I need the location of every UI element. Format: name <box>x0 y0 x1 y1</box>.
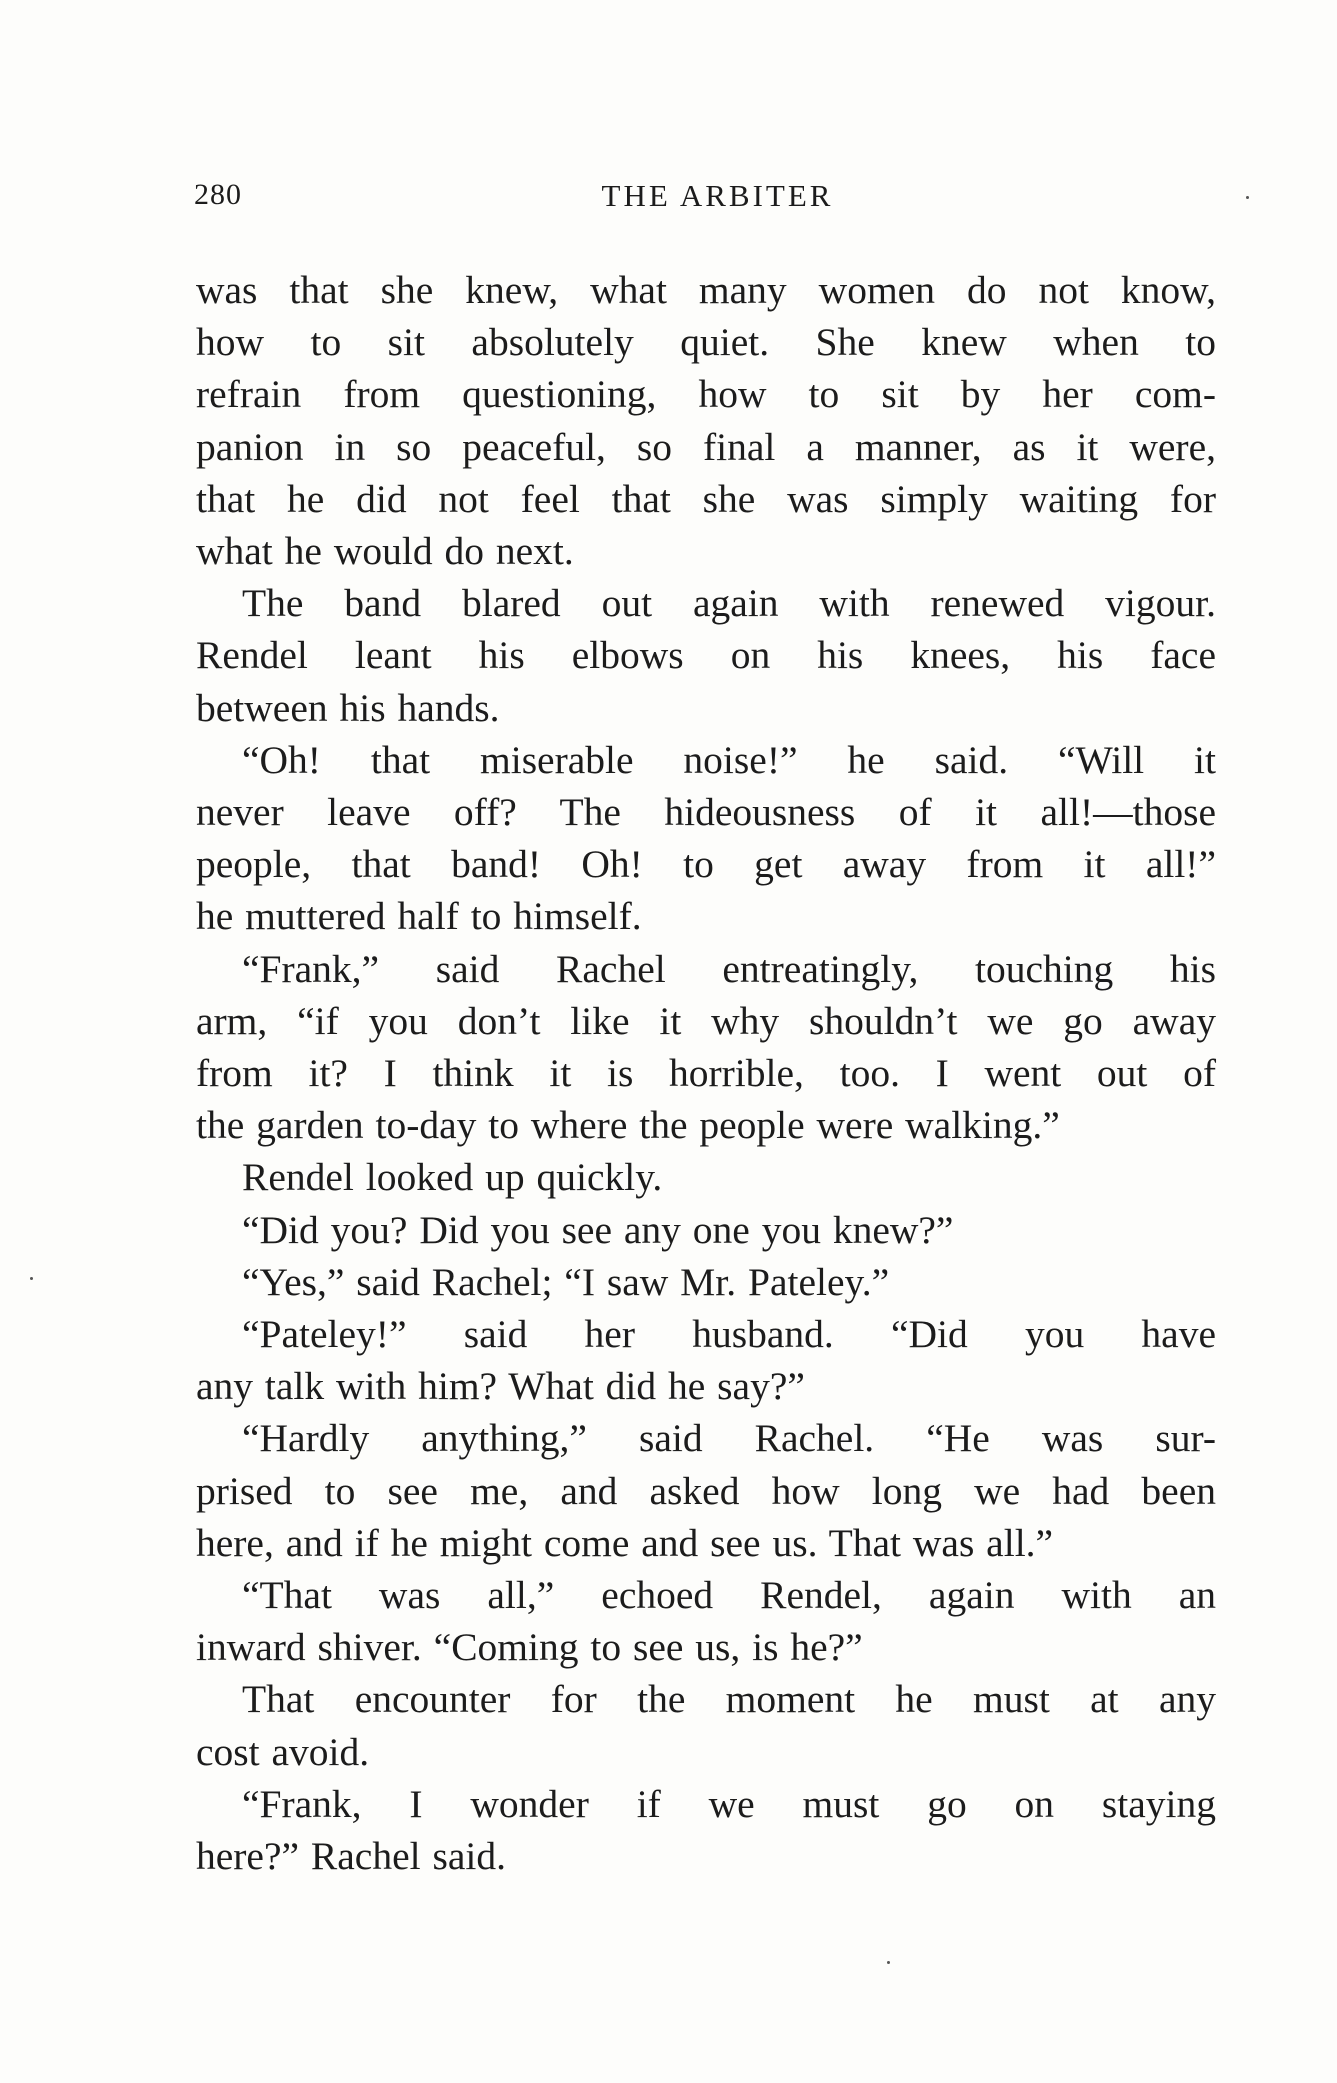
text-line: refrain from questioning, how to sit by her com- <box>196 372 1216 417</box>
text-line: “Frank,” said Rachel entreatingly, touching his <box>242 946 1216 991</box>
running-title: THE ARBITER <box>601 178 834 213</box>
text-line: he muttered half to himself. <box>196 894 642 939</box>
text-line: “That was all,” echoed Rendel, again with an <box>242 1573 1216 1618</box>
text-line: here, and if he might come and see us. That was all.” <box>196 1520 1054 1565</box>
text-line: from it? I think it is horrible, too. I went out of <box>196 1051 1216 1096</box>
page-number: 280 <box>194 178 242 211</box>
text-line: Rendel looked up quickly. <box>242 1155 663 1200</box>
text-line: that he did not feel that she was simply waiting for <box>196 476 1216 521</box>
text-line: people, that band! Oh! to get away from it all!” <box>196 842 1216 887</box>
text-line: “Oh! that miserable noise!” he said. “Will it <box>242 737 1216 782</box>
text-line: The band blared out again with renewed vigour. <box>242 581 1216 626</box>
text-line: any talk with him? What did he say?” <box>196 1364 805 1409</box>
text-line: panion in so peaceful, so final a manner, as it were, <box>196 424 1216 469</box>
text-line: what he would do next. <box>196 529 574 574</box>
text-line: Rendel leant his elbows on his knees, his face <box>196 633 1216 678</box>
print-speck <box>887 1961 890 1964</box>
text-line: arm, “if you don’t like it why shouldn’t we go away <box>196 998 1216 1043</box>
print-speck <box>1246 196 1249 199</box>
text-line: That encounter for the moment he must at any <box>242 1677 1216 1722</box>
text-line: the garden to-day to where the people were walking.” <box>196 1103 1060 1148</box>
text-line: never leave off? The hideousness of it all!—those <box>196 790 1216 835</box>
text-line: prised to see me, and asked how long we had been <box>196 1468 1216 1513</box>
print-speck <box>30 1277 33 1280</box>
text-line: was that she knew, what many women do not know, <box>196 268 1216 312</box>
text-line: “Yes,” said Rachel; “I saw Mr. Pateley.” <box>242 1259 890 1304</box>
text-line: “Did you? Did you see any one you knew?” <box>242 1207 954 1252</box>
text-line: “Pateley!” said her husband. “Did you have <box>242 1312 1216 1357</box>
page-header <box>190 170 1215 222</box>
text-line: “Frank, I wonder if we must go on staying <box>242 1781 1216 1826</box>
text-line: between his hands. <box>196 685 500 730</box>
body-text <box>196 264 1216 1882</box>
text-line: “Hardly anything,” said Rachel. “He was sur- <box>242 1416 1216 1461</box>
text-line: inward shiver. “Coming to see us, is he?” <box>196 1625 863 1670</box>
text-line: cost avoid. <box>196 1729 370 1774</box>
text-lines <box>196 264 1216 1882</box>
text-line: how to sit absolutely quiet. She knew when to <box>196 320 1216 365</box>
text-line: here?” Rachel said. <box>196 1834 506 1879</box>
